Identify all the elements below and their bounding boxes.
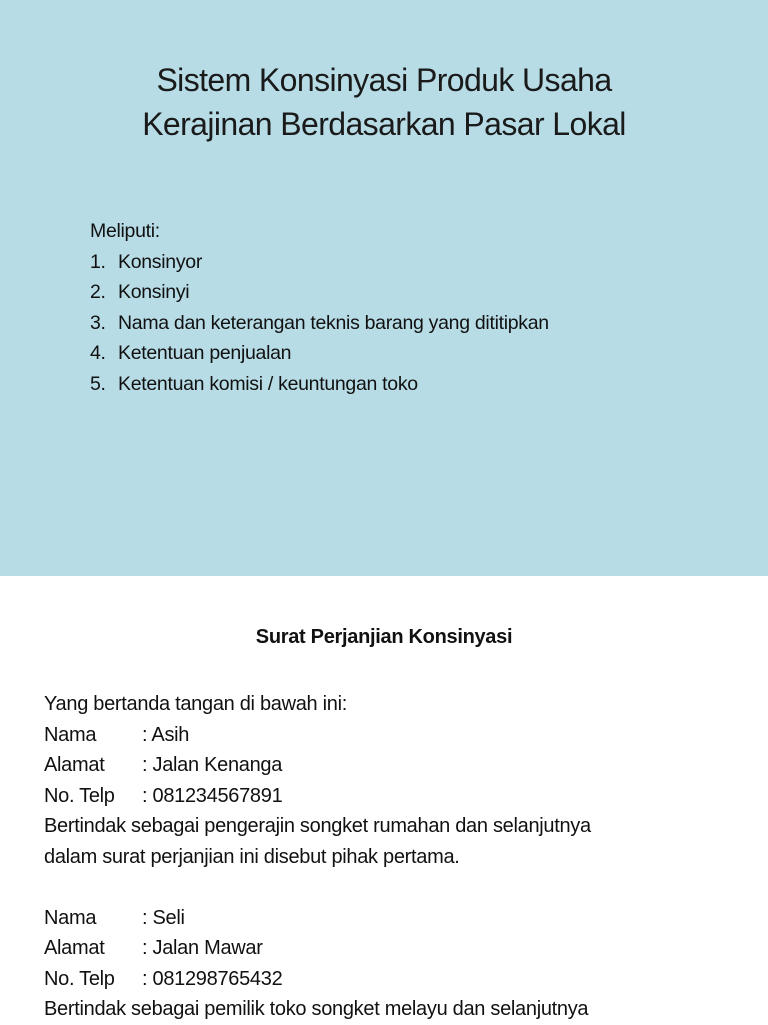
item-number: 1. (90, 250, 106, 273)
field-value: : Asih (142, 723, 190, 746)
item-text: Nama dan keterangan teknis barang yang dititipkan (118, 311, 549, 334)
item-number: 5. (90, 372, 106, 395)
spacer (44, 872, 591, 903)
slide-title (0, 58, 768, 146)
field-value: : Jalan Mawar (142, 937, 263, 959)
title-line: Kerajinan Berdasarkan Pasar Lokal (142, 106, 626, 142)
party1-address (44, 750, 591, 781)
list-item (90, 247, 549, 278)
list-item (90, 308, 549, 339)
field-label: Alamat (44, 754, 105, 776)
field-label: No. Telp (44, 967, 115, 990)
title-line: Sistem Konsinyasi Produk Usaha (156, 62, 612, 98)
field-value: : Seli (142, 906, 185, 929)
party1-name (44, 720, 591, 751)
field-value: : 081298765432 (142, 967, 283, 990)
item-number: 2. (90, 281, 106, 303)
party2-address (44, 933, 591, 964)
party2-phone (44, 964, 591, 995)
agreement-body (44, 689, 591, 1025)
item-text: Konsinyor (118, 250, 203, 273)
field-label: Alamat (44, 937, 105, 959)
item-text: Konsinyi (118, 281, 190, 303)
content-list (90, 216, 549, 399)
list-item (90, 277, 549, 308)
item-text: Ketentuan komisi / keuntungan toko (118, 372, 418, 395)
item-number: 3. (90, 311, 106, 334)
field-value: : Jalan Kenanga (142, 754, 283, 776)
field-label: No. Telp (44, 784, 115, 807)
slide-2 (0, 576, 768, 1024)
slide-heading: Surat Perjanjian Konsinyasi (255, 626, 513, 648)
item-number: 4. (90, 342, 106, 364)
list-intro: Meliputi: (90, 220, 160, 242)
item-text: Ketentuan penjualan (118, 342, 292, 364)
party2-description: Bertindak sebagai pemilik toko songket melayu dan selanjutnya (44, 998, 589, 1020)
list-item (90, 338, 549, 369)
field-value: : 081234567891 (142, 784, 283, 807)
field-label: Nama (44, 906, 97, 929)
party1-phone (44, 781, 591, 812)
list-item (90, 369, 549, 400)
intro-text: Yang bertanda tangan di bawah ini: (44, 693, 348, 715)
party2-name (44, 903, 591, 934)
party1-description: Bertindak sebagai pengerajin songket rumahan dan selanjutnya (44, 815, 591, 837)
party1-description: dalam surat perjanjian ini disebut pihak pertama. (44, 845, 460, 868)
field-label: Nama (44, 723, 97, 746)
